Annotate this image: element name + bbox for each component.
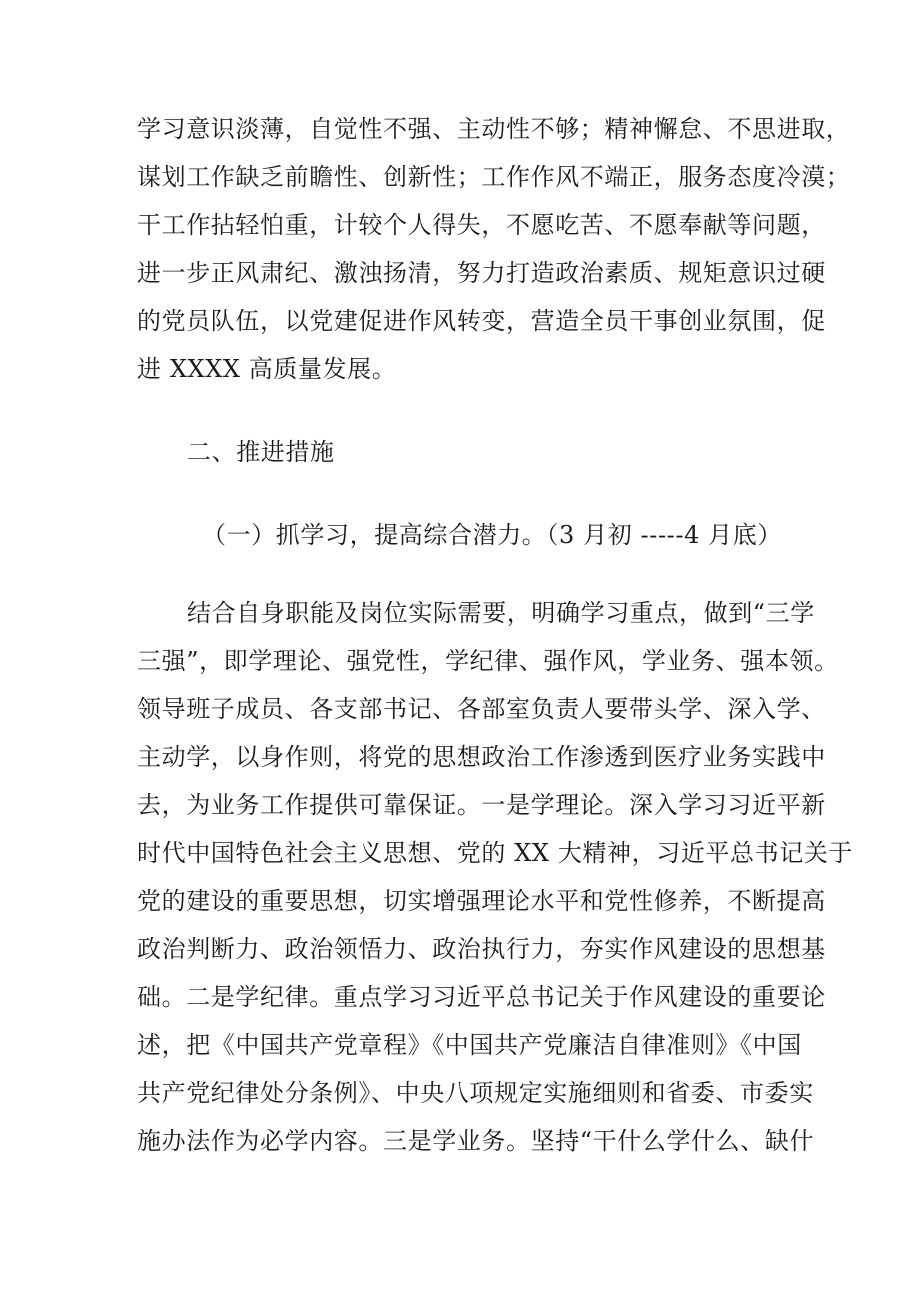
paragraph-line: 学习意识淡薄，自觉性不强、主动性不够；精神懈怠、不思进取， [137,115,851,143]
paragraph-line: 的党员队伍，以党建促进作风转变，营造全员干事创业氛围，促 [137,307,826,335]
subsection-heading: （一）抓学习，提高综合潜力。（3 月初 -----4 月底） [202,521,782,549]
paragraph-line: 进 XXXX 高质量发展。 [137,355,397,383]
paragraph-line: 时代中国特色社会主义思想、党的 XX 大精神，习近平总书记关于 [137,839,854,867]
paragraph-line: 去，为业务工作提供可靠保证。一是学理论。深入学习习近平新 [137,791,826,819]
paragraph-line: 主动学，以身作则，将党的思想政治工作渗透到医疗业务实践中 [137,743,826,771]
paragraph-line: 结合自身职能及岗位实际需要，明确学习重点，做到“三学 [187,599,815,627]
paragraph-line: 础。二是学纪律。重点学习习近平总书记关于作风建设的重要论 [137,983,826,1011]
paragraph-line: 进一步正风肃纪、激浊扬清，努力打造政治素质、规矩意识过硬 [137,259,826,287]
paragraph-line: 共产党纪律处分条例》、中央八项规定实施细则和省委、市委实 [137,1079,814,1107]
paragraph-line: 施办法作为必学内容。三是学业务。坚持“干什么学什么、缺什 [137,1127,815,1155]
paragraph-line: 谋划工作缺乏前瞻性、创新性；工作作风不端正，服务态度冷漠； [137,163,851,191]
paragraph-line: 三强”，即学理论、强党性，学纪律、强作风，学业务、强本领。 [137,647,839,675]
section-heading: 二、推进措施 [187,438,335,466]
paragraph-line: 述，把《中国共产党章程》《中国共产党廉洁自律准则》《中国 [137,1031,802,1059]
paragraph-line: 政治判断力、政治领悟力、政治执行力，夯实作风建设的思想基 [137,935,826,963]
paragraph-line: 干工作拈轻怕重，计较个人得失，不愿吃苦、不愿奉献等问题， [137,211,826,239]
paragraph-line: 党的建设的重要思想，切实增强理论水平和党性修养，不断提高 [137,887,826,915]
paragraph-line: 领导班子成员、各支部书记、各部室负责人要带头学、深入学、 [137,695,826,723]
